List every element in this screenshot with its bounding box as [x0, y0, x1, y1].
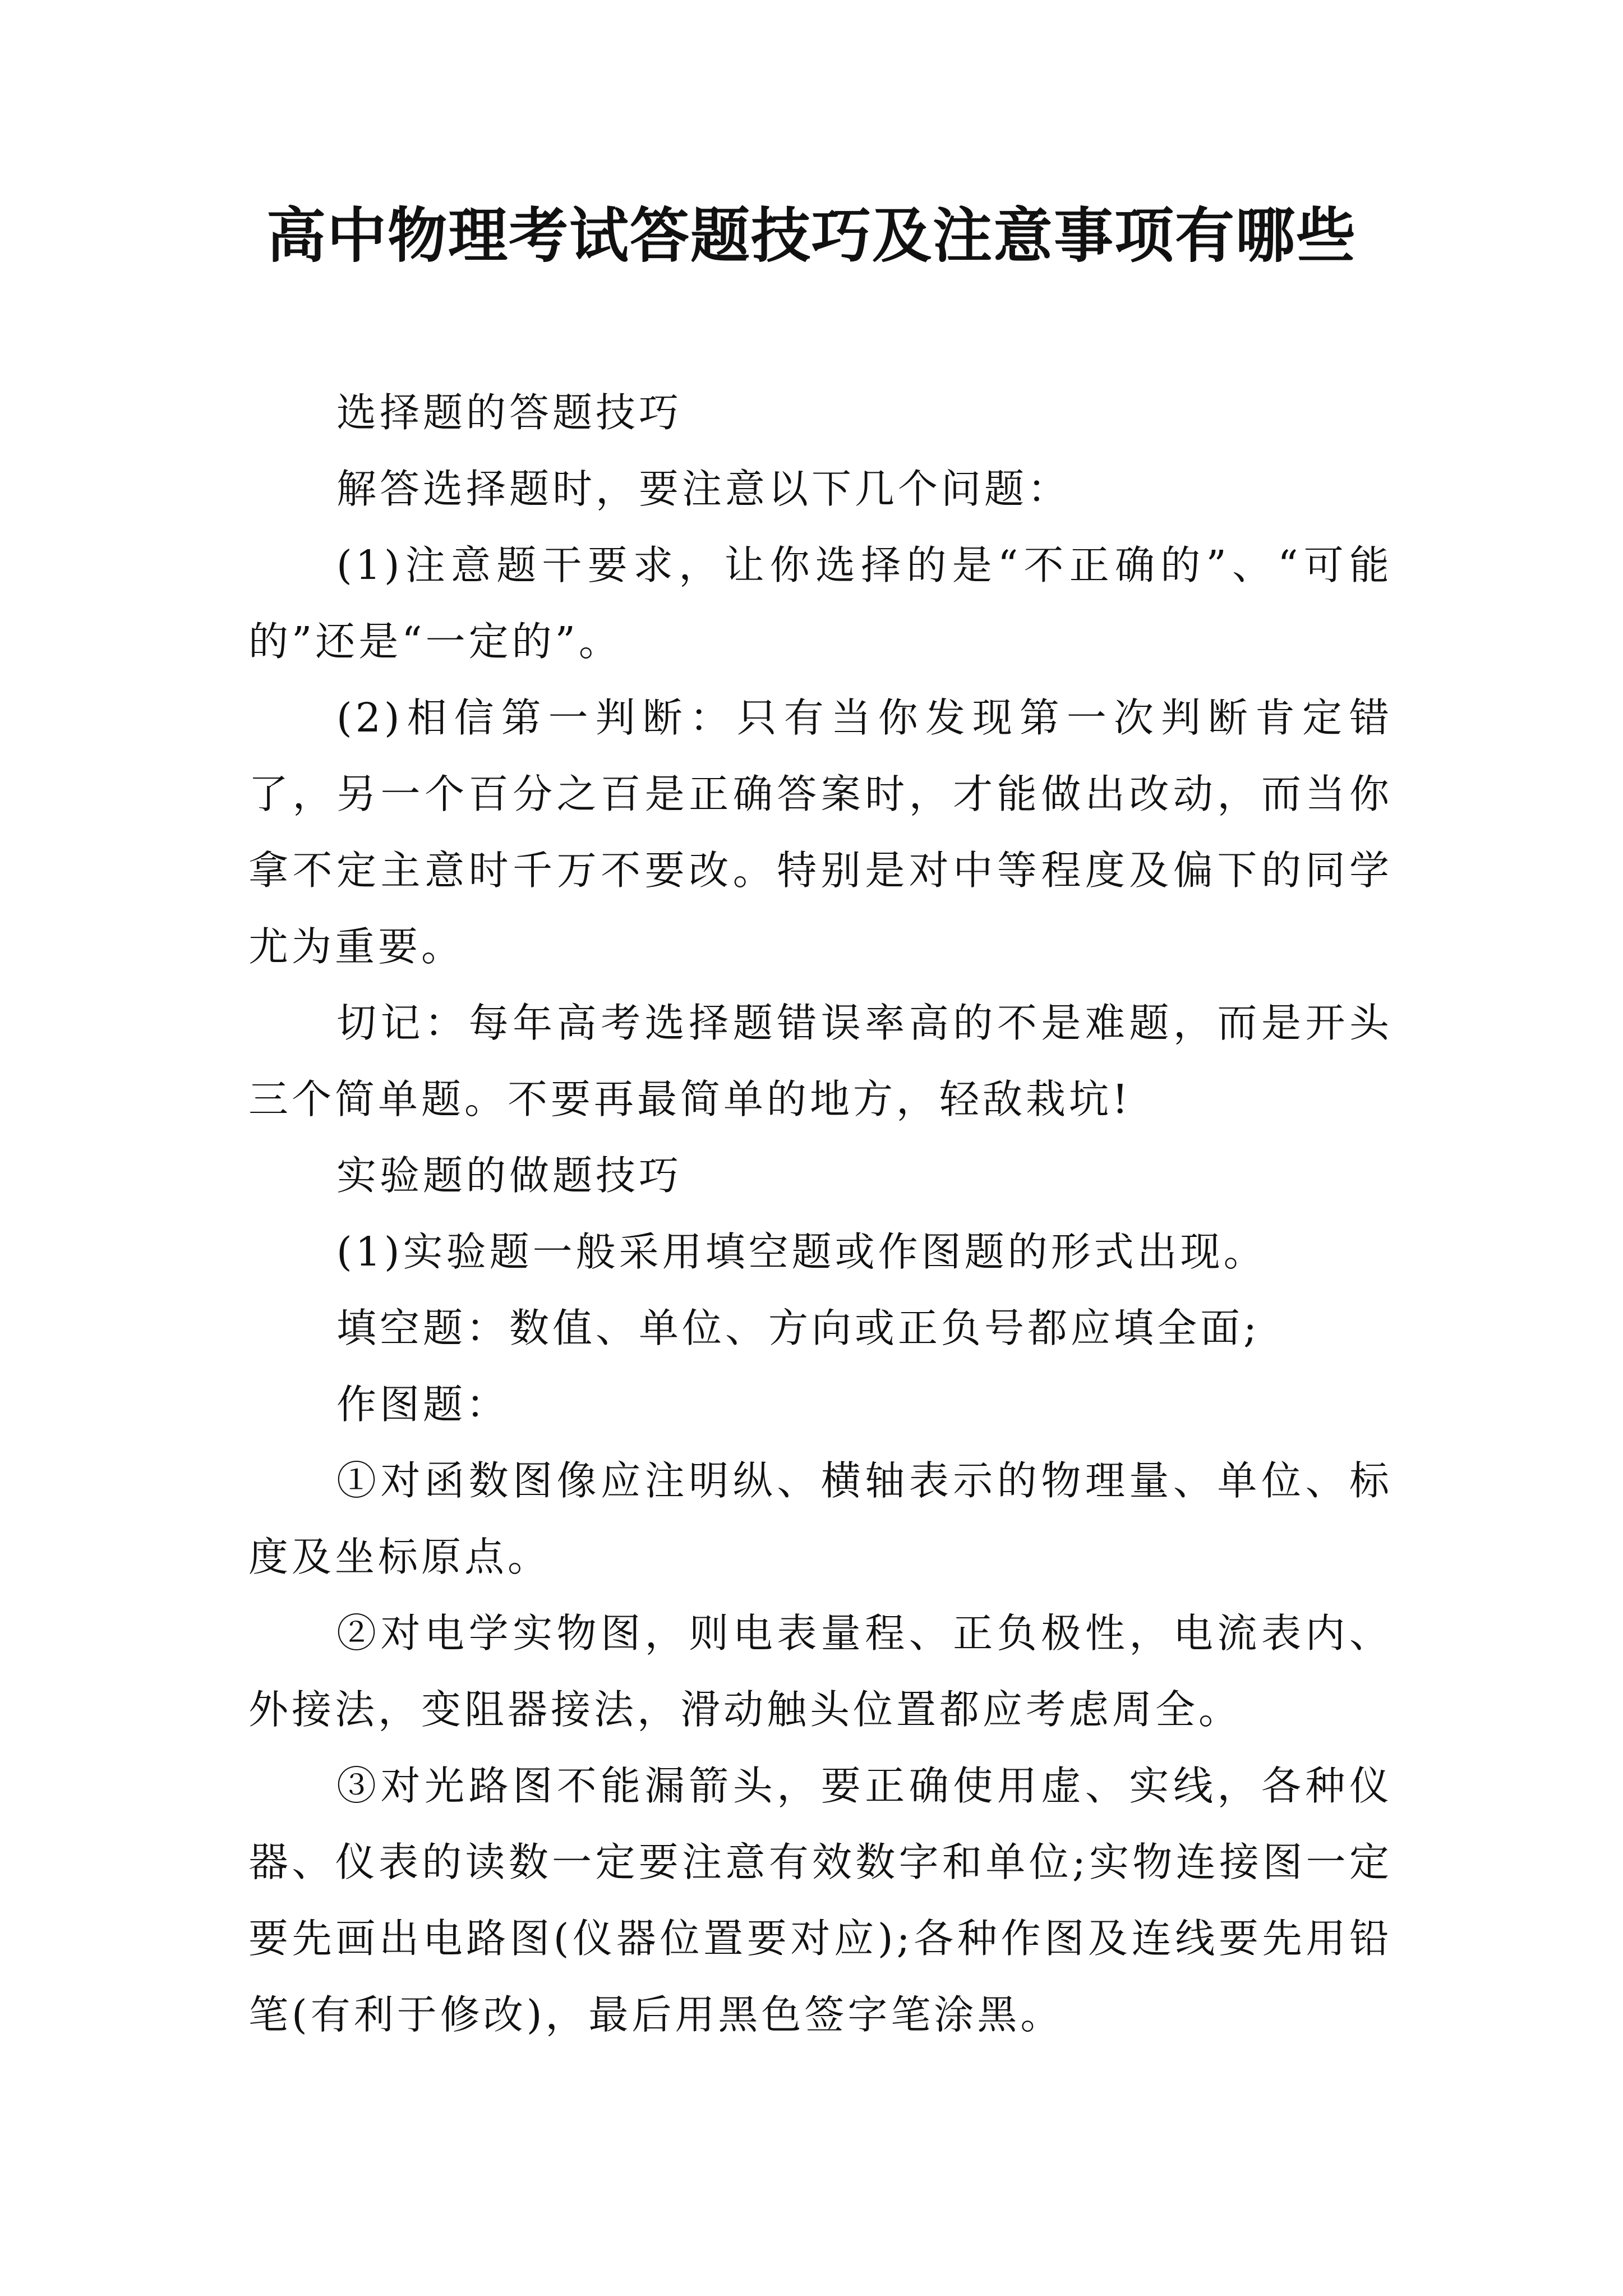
- paragraph: (1)实验题一般采用填空题或作图题的形式出现。: [336, 1228, 1267, 1275]
- paragraph: ②对电学实物图，则电表量程、正负极性，电流表内、外接法，变阻器接法，滑动触头位置都应考虑周全。: [248, 1610, 1393, 1733]
- paragraph: 解答选择题时，要注意以下几个问题：: [336, 466, 1071, 512]
- document-body: [248, 375, 1393, 2053]
- paragraph: 填空题：数值、单位、方向或正负号都应填全面;: [336, 1305, 1260, 1351]
- paragraph: 切记：每年高考选择题错误率高的不是难题，而是开头三个简单题。不要再最简单的地方，轻敌栽坑!: [248, 1000, 1393, 1122]
- paragraph: 作图题：: [336, 1381, 510, 1428]
- section-heading-choice: 选择题的答题技巧: [336, 389, 683, 436]
- paragraph: ①对函数图像应注明纵、横轴表示的物理量、单位、标度及坐标原点。: [248, 1457, 1393, 1580]
- paragraph: ③对光路图不能漏箭头，要正确使用虚、实线，各种仪器、仪表的读数一定要注意有效数字和单位;实物连接图一定要先画出电路图(仪器位置要对应);各种作图及连线要先用铅笔(有利于修改)，最后用黑色签字笔涂黑。: [248, 1763, 1393, 2038]
- paragraph: (1)注意题干要求，让你选择的是“不正确的”、“可能的”还是“一定的”。: [248, 542, 1393, 665]
- section-heading-experiment: 实验题的做题技巧: [336, 1152, 683, 1199]
- document-title: 高中物理考试答题技巧及注意事项有哪些: [266, 200, 1357, 270]
- paragraph: (2)相信第一判断：只有当你发现第一次判断肯定错了，另一个百分之百是正确答案时，才能做出改动，而当你拿不定主意时千万不要改。特别是对中等程度及偏下的同学尤为重要。: [248, 694, 1393, 970]
